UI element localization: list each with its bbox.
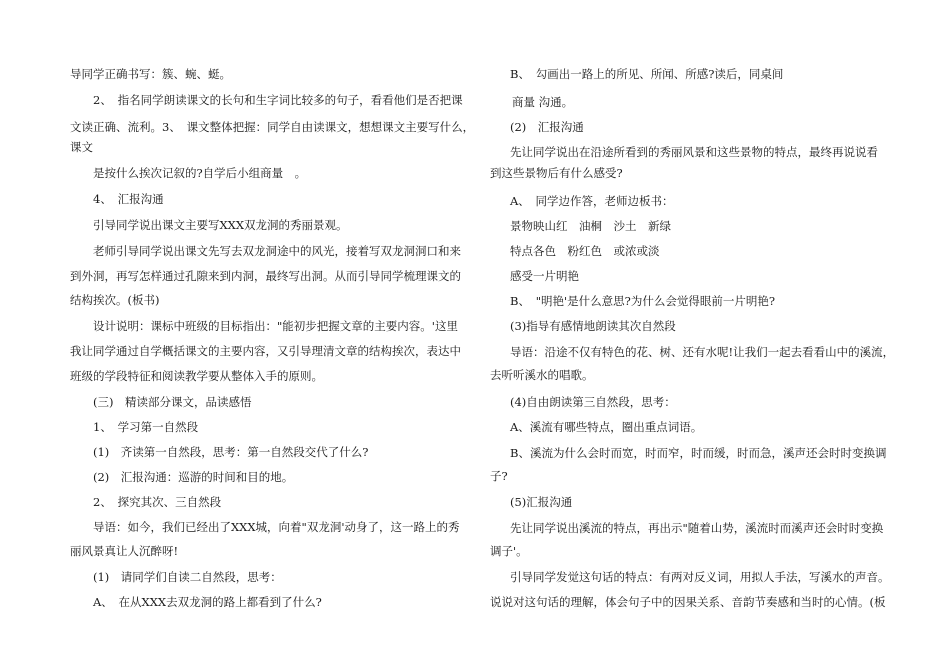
text-line: 景物映山红 油桐 沙土 新绿 (510, 219, 671, 233)
text-line: (4)自由朗读第三自然段，思考： (510, 395, 676, 409)
text-line: A、溪流有哪些特点，圈出重点词语。 (510, 420, 703, 434)
text-line: (1) 请同学们自读二自然段，思考： (70, 570, 282, 584)
text-line: 1、 学习第一自然段 (70, 420, 199, 434)
text-line: 丽风景真让人沉醉呀! (70, 544, 179, 558)
text-line: 引导同学说出课文主要写XXX双龙洞的秀丽景观。 (70, 218, 348, 232)
text-line: (3)指导有感情地朗读其次自然段 (510, 319, 676, 333)
text-line: 先让同学说出在沿途所看到的秀丽风景和这些景物的特点，最终再说说看 (510, 145, 878, 159)
text-line: 设计说明：课标中班级的目标指出："能初步把握文章的主要内容。'这里 (70, 319, 458, 333)
text-line: 结构挨次。(板书) (70, 293, 160, 307)
text-line: B、 勾画出一路上的所见、所闻、所感?读后，同桌间 (510, 67, 784, 81)
text-line: (2) 汇报沟通 (510, 120, 584, 134)
text-line: 4、 汇报沟通 (70, 192, 164, 206)
text-line: 班级的学段特征和阅读教学要从整体入手的原则。 (70, 369, 323, 383)
text-line: 是按什么挨次记叙的?自学后小组商量 。 (70, 166, 307, 180)
text-line: 课文 (70, 140, 93, 154)
text-line: 导同学正确书写：簇、蜿、蜓。 (70, 67, 231, 81)
text-line: 商量 沟通。 (512, 95, 574, 109)
text-line: 导语：沿途不仅有特色的花、树、还有水呢!让我们一起去看看山中的溪流， (510, 345, 895, 359)
text-line: 到外洞，再写怎样通过孔隙来到内洞，最终写出洞。从而引导同学梳理课文的 (70, 269, 461, 283)
text-line: A、 在从XXX去双龙洞的路上都看到了什么? (70, 595, 322, 609)
text-line: 2、 探究其次、三自然段 (70, 495, 222, 509)
text-line: 调子'。 (490, 544, 528, 558)
text-line: A、 同学边作答，老师边板书： (510, 194, 674, 208)
text-line: 说说对这句话的理解，体会句子中的因果关系、音韵节奏感和当时的心情。(板 (490, 595, 886, 609)
text-line: 特点各色 粉红色 或浓或淡 (510, 244, 660, 258)
text-line: 感受一片明艳 (510, 269, 579, 283)
section-heading: (三) 精读部分课文，品读感悟 (70, 395, 252, 409)
text-line: 去听听溪水的唱歌。 (490, 368, 594, 382)
text-line: (1) 齐读第一自然段，思考：第一自然段交代了什么? (70, 445, 369, 459)
text-line: (5)汇报沟通 (510, 495, 573, 509)
text-line: B、溪流为什么会时而宽，时而窄，时而缓，时而急，溪声还会时时变换调 (510, 446, 887, 460)
text-line: (2) 汇报沟通：巡游的时间和目的地。 (70, 470, 294, 484)
text-line: 先让同学说出溪流的特点，再出示"随着山势，溪流时而溪声还会时时变换 (510, 521, 884, 535)
text-line: 导语：如今，我们已经出了XXX城，向着"双龙洞'动身了，这一路上的秀 (70, 520, 460, 534)
text-line: 老师引导同学说出课文先写去双龙洞途中的风光，接着写双龙洞洞口和来 (70, 244, 461, 258)
text-line: 子? (490, 469, 508, 483)
text-line: B、 "明艳'是什么意思?为什么会觉得眼前一片明艳? (510, 294, 775, 308)
text-line: 文读正确、流利。3、 课文整体把握：同学自由读课文，想想课文主要写什么， (70, 120, 475, 134)
text-line: 2、 指名同学朗读课文的长句和生字词比较多的句子，看看他们是否把课 (70, 93, 463, 107)
text-line: 我让同学通过自学概括课文的主要内容，又引导理清文章的结构挨次，表达中 (70, 344, 461, 358)
text-line: 到这些景物后有什么感受? (490, 166, 623, 180)
text-line: 引导同学发觉这句话的特点：有两对反义词，用拟人手法，写溪水的声音。 (510, 570, 890, 584)
